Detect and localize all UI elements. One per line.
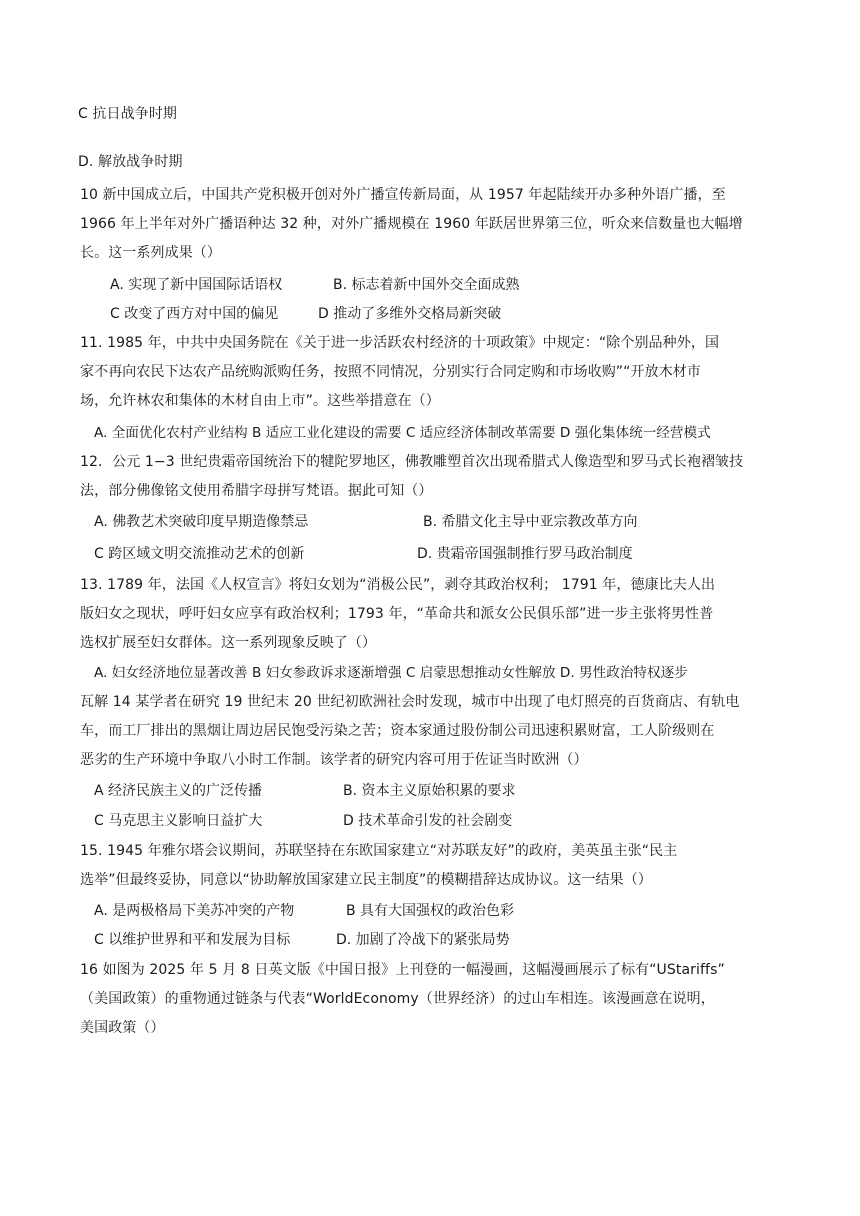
question-text-line: 恶劣的生产环境中争取八小时工作制。该学者的研究内容可用于佐证当时欧洲（） [80,752,588,768]
question-text-line: 家不再向农民下达农产品统购派购任务，按照不同情况，分别实行合同定购和市场收购”“开放木材市 [80,364,702,380]
option-b: B 具有大国强权的政治色彩 [346,903,515,919]
question-text-line: 16 如图为 2025 年 5 月 8 日英文版《中国日报》上刊登的一幅漫画，这幅漫画展示了标有“UStariffs” [80,962,725,978]
question-text-line: 车，而工厂排出的黑烟让周边居民饱受污染之苦；资本家通过股份制公司迅速积累财富，工人阶级则在 [80,723,715,739]
question-text-line: 15. 1945 年雅尔塔会议期间，苏联坚持在东欧国家建立“对苏联友好”的政府，美英虽主张“民主 [80,843,678,859]
option-d: D 技术革命引发的社会剧变 [343,813,513,829]
question-text-line: 瓦解 14 某学者在研究 19 世纪末 20 世纪初欧洲社会时发现，城市中出现了电灯照亮的百货商店、有轨电 [80,694,740,710]
option-c: C 以维护世界和平和发展为目标 [94,932,291,948]
question-text-line: 1966 年上半年对外广播语种达 32 种，对外广播规模在 1960 年跃居世界第三位，听众来信数量也大幅增 [80,216,743,232]
question-text-line: 场，允许林农和集体的木材自由上市”。这些举措意在（） [80,393,440,409]
option-c-prev: C 抗日战争时期 [78,106,178,122]
question-text-line: 选权扩展至妇女群体。这一系列现象反映了（） [80,635,377,651]
question-text-line: 11. 1985 年，中共中央国务院在《关于进一步活跃农村经济的十项政策》中规定：“除个别品种外，国 [80,335,720,351]
question-text-line: 长。这一系列成果（） [80,245,221,261]
option-b: B. 资本主义原始积累的要求 [343,783,516,799]
option-d: D. 加剧了冷战下的紧张局势 [336,932,510,948]
option-b: B. 希腊文化主导中亚宗教改革方向 [423,514,638,530]
question-text-line: （美国政策）的重物通过链条与代表“WorldEconomy（世界经济）的过山车相连。该漫画意在说明， [80,991,715,1007]
option-d: D. 贵霜帝国强制推行罗马政治制度 [417,546,633,562]
option-d: D 推动了多维外交格局新突破 [318,306,502,322]
question-text-line: 12．公元 1−3 世纪贵霜帝国统治下的犍陀罗地区，佛教雕塑首次出现希腊式人像造型和罗马式长袍褶皱技 [80,454,744,470]
option-c: C 跨区域文明交流推动艺术的创新 [94,546,305,562]
options-line: A. 全面优化农村产业结构 B 适应工业化建设的需要 C 适应经济体制改革需要 D 强化集体统一经营模式 [94,425,711,441]
option-c: C 改变了西方对中国的偏见 [110,306,279,322]
option-a: A. 是两极格局下美苏冲突的产物 [94,903,295,919]
option-d-prev: D. 解放战争时期 [78,154,183,170]
question-text-line: 美国政策（） [80,1020,165,1036]
options-line: A. 妇女经济地位显著改善 B 妇女参政诉求逐渐增强 C 启蒙思想推动女性解放 D. 男性政治特权逐步 [94,665,688,681]
question-text-line: 选举”但最终妥协，同意以“协助解放国家建立民主制度”的模糊措辞达成协议。这一结果（） [80,872,652,888]
question-text-line: 法，部分佛像铭文使用希腊字母拼写梵语。据此可知（） [80,483,433,499]
option-a: A 经济民族主义的广泛传播 [94,783,263,799]
option-a: A. 佛教艺术突破印度早期造像禁忌 [94,514,309,530]
option-a: A. 实现了新中国国际话语权 [110,277,283,293]
option-b: B. 标志着新中国外交全面成熟 [333,277,520,293]
question-text-line: 10 新中国成立后，中国共产党积极开创对外广播宣传新局面，从 1957 年起陆续开办多种外语广播，至 [80,187,726,203]
question-text-line: 版妇女之现状，呼吁妇女应享有政治权利；1793 年，“革命共和派女公民俱乐部”进一步主张将男性普 [80,606,714,622]
option-c: C 马克思主义影响日益扩大 [94,813,263,829]
question-text-line: 13. 1789 年，法国《人权宣言》将妇女划为“消极公民”，剥夺其政治权利； 1791 年，德康比夫人出 [80,577,716,593]
